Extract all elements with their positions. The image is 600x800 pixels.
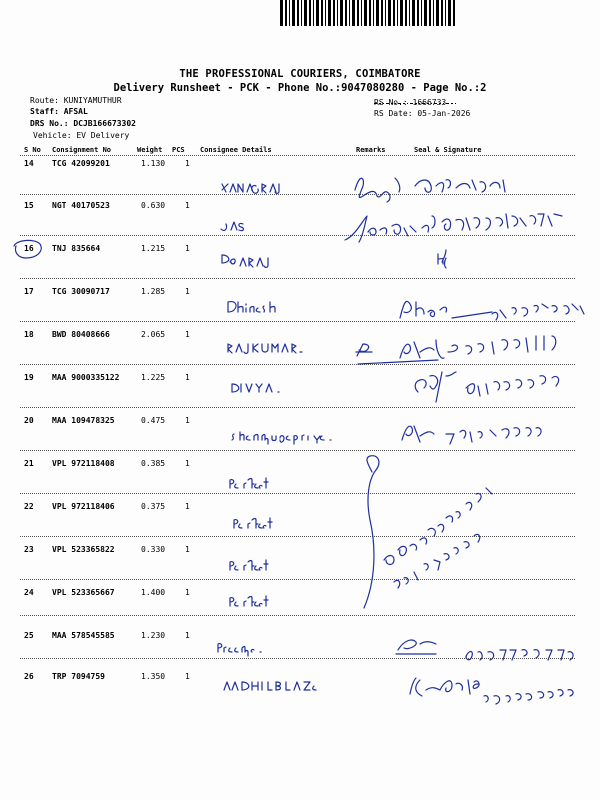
rs-number: RS No.: 1666733 [374, 98, 447, 107]
row-sno: 17 [24, 287, 34, 296]
col-sno: S No [24, 146, 41, 154]
row-weight: 1.350 [141, 672, 166, 681]
barcode-bar [304, 0, 307, 26]
barcode-bar [289, 0, 290, 26]
row-consignment: VPL 523365667 [52, 588, 115, 597]
barcode-bar [313, 0, 314, 26]
row-pcs: 1 [185, 416, 190, 425]
row-sno: 25 [24, 631, 34, 640]
vehicle-label: Vehicle: EV Delivery [33, 131, 130, 140]
col-consignment: Consignment No [52, 146, 112, 154]
col-seal: Seal & Signature [414, 146, 482, 154]
barcode-bar [453, 0, 455, 26]
table-rule [20, 450, 575, 451]
barcode-bar [441, 0, 443, 26]
row-weight: 0.630 [141, 201, 166, 210]
barcode [278, 0, 458, 26]
table-row [0, 367, 600, 409]
row-weight: 1.130 [141, 159, 166, 168]
barcode-bar [409, 0, 410, 26]
row-pcs: 1 [185, 330, 190, 339]
row-weight: 1.225 [141, 373, 166, 382]
barcode-bar [316, 0, 319, 26]
barcode-bar [451, 103, 453, 104]
route-label: Route: KUNIYAMUTHUR [30, 96, 122, 105]
barcode-bar [285, 0, 287, 26]
row-sno: 18 [24, 330, 34, 339]
barcode-bar [388, 0, 391, 26]
row-weight: 0.385 [141, 459, 166, 468]
company-title: THE PROFESSIONAL COURIERS, COIMBATORE [179, 68, 421, 80]
barcode-bar [436, 0, 439, 26]
row-consignment: VPL 972118406 [52, 502, 115, 511]
barcode-bar [455, 103, 456, 104]
row-sno: 21 [24, 459, 34, 468]
barcode-bar [393, 0, 395, 26]
table-rule [20, 235, 575, 236]
row-weight: 1.400 [141, 588, 166, 597]
barcode-bar [421, 0, 422, 26]
row-sno: 26 [24, 672, 34, 681]
barcode-bar [448, 0, 451, 26]
table-row [0, 496, 600, 538]
row-weight: 0.475 [141, 416, 166, 425]
row-consignment: BWD 80408666 [52, 330, 110, 339]
row-weight: 2.065 [141, 330, 166, 339]
barcode-bar [364, 0, 367, 26]
row-weight: 1.215 [141, 244, 166, 253]
barcode-bar [405, 0, 407, 26]
barcode-bar [445, 0, 446, 26]
barcode-bar [349, 0, 350, 26]
row-weight: 1.285 [141, 287, 166, 296]
row-sno: 19 [24, 373, 34, 382]
row-sno: 23 [24, 545, 34, 554]
barcode-bar [297, 0, 299, 26]
barcode-bar [397, 0, 398, 26]
barcode-bar [301, 0, 302, 26]
table-row [0, 666, 600, 708]
row-consignment: MAA 9000335122 [52, 373, 120, 382]
col-consignee: Consignee Details [200, 146, 272, 154]
barcode-bar [400, 0, 403, 26]
table-rule [20, 407, 575, 408]
row-consignment: NGT 40170523 [52, 201, 110, 210]
row-consignment: TCG 42099201 [52, 159, 110, 168]
barcode-bar [352, 0, 355, 26]
row-sno: 24 [24, 588, 34, 597]
barcode-bar [337, 0, 338, 26]
table-row [0, 195, 600, 237]
staff-label: Staff: AFSAL [30, 107, 88, 116]
barcode-bar [345, 0, 347, 26]
barcode-bar [333, 0, 335, 26]
row-weight: 0.375 [141, 502, 166, 511]
table-row [0, 238, 600, 280]
row-pcs: 1 [185, 244, 190, 253]
table-rule [20, 615, 575, 616]
table-rule [20, 579, 575, 580]
row-sno: 20 [24, 416, 34, 425]
barcode-bar [369, 0, 371, 26]
barcode-bar [446, 103, 449, 104]
table-rule [20, 278, 575, 279]
row-consignment: MAA 109478325 [52, 416, 115, 425]
table-row [0, 625, 600, 667]
row-sno: 14 [24, 159, 34, 168]
runsheet-title: Delivery Runsheet - PCK - Phone No.:9047080280 - Page No.:2 [113, 82, 487, 94]
row-pcs: 1 [185, 631, 190, 640]
row-consignment: TNJ 835664 [52, 244, 101, 253]
table-row [0, 410, 600, 452]
row-pcs: 1 [185, 287, 190, 296]
col-pcs: PCS [172, 146, 185, 154]
barcode-bar [429, 0, 431, 26]
barcode-bar [385, 0, 386, 26]
barcode-bar [417, 0, 419, 26]
row-pcs: 1 [185, 459, 190, 468]
barcode-bar [328, 0, 331, 26]
rs-date: RS Date: 05-Jan-2026 [374, 109, 471, 118]
barcode-bar [309, 0, 311, 26]
row-pcs: 1 [185, 502, 190, 511]
row-consignment: VPL 523365822 [52, 545, 115, 554]
barcode-bar [325, 0, 326, 26]
barcode-bar [292, 0, 295, 26]
table-row [0, 539, 600, 581]
barcode-bar [424, 0, 427, 26]
row-sno: 22 [24, 502, 34, 511]
row-pcs: 1 [185, 159, 190, 168]
row-weight: 1.230 [141, 631, 166, 640]
drs-number: DRS No.: DCJB166673302 [30, 119, 136, 128]
row-consignment: VPL 972118408 [52, 459, 115, 468]
barcode-bar [373, 0, 374, 26]
barcode-bar [357, 0, 359, 26]
table-rule [20, 658, 575, 659]
table-row [0, 153, 600, 195]
barcode-bar [381, 0, 383, 26]
table-row [0, 281, 600, 323]
table-row [0, 324, 600, 366]
table-rule [20, 493, 575, 494]
row-consignment: MAA 578545585 [52, 631, 115, 640]
barcode-bar [340, 0, 343, 26]
row-weight: 0.330 [141, 545, 166, 554]
barcode-bar [412, 0, 415, 26]
row-sno: 15 [24, 201, 34, 210]
row-consignment: TCG 30090717 [52, 287, 110, 296]
barcode-bar [321, 0, 323, 26]
table-row [0, 582, 600, 624]
row-pcs: 1 [185, 545, 190, 554]
row-pcs: 1 [185, 588, 190, 597]
barcode-bar [376, 0, 379, 26]
col-weight: Weight [137, 146, 163, 154]
row-pcs: 1 [185, 373, 190, 382]
barcode-bar [361, 0, 362, 26]
row-pcs: 1 [185, 672, 190, 681]
row-sno: 16 [24, 244, 34, 253]
col-remarks: Remarks [356, 146, 386, 154]
table-row [0, 453, 600, 495]
barcode-bar [280, 0, 283, 26]
row-pcs: 1 [185, 201, 190, 210]
table-rule [20, 321, 575, 322]
barcode-bar [433, 0, 434, 26]
row-consignment: TRP 7094759 [52, 672, 105, 681]
table-rule [20, 364, 575, 365]
barcode-graphic [278, 0, 458, 26]
table-rule [20, 536, 575, 537]
